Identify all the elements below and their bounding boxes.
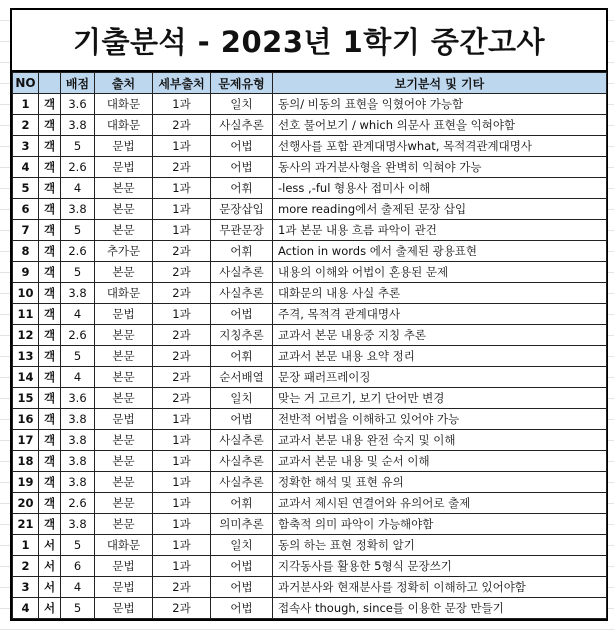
table-row — [13, 241, 607, 262]
cell-detail-source: 1과 — [153, 514, 211, 535]
cell-kind: 객 — [39, 472, 61, 493]
cell-no: 18 — [13, 451, 39, 472]
cell-no: 20 — [13, 493, 39, 514]
table-row — [13, 535, 607, 556]
cell-source: 본문 — [95, 430, 153, 451]
cell-score: 2.6 — [61, 241, 95, 262]
cell-no: 7 — [13, 220, 39, 241]
cell-detail-source: 1과 — [153, 451, 211, 472]
cell-score: 4 — [61, 577, 95, 598]
cell-no: 9 — [13, 262, 39, 283]
cell-detail-source: 2과 — [153, 367, 211, 388]
cell-score: 3.6 — [61, 388, 95, 409]
cell-question-type: 사실추론 — [211, 115, 273, 136]
cell-detail-source: 2과 — [153, 241, 211, 262]
cell-analysis-note: 접속사 though, since를 이용한 문장 만들기 — [273, 598, 607, 619]
cell-kind: 서 — [39, 556, 61, 577]
table-row — [13, 325, 607, 346]
cell-question-type: 사실추론 — [211, 430, 273, 451]
cell-detail-source: 1과 — [153, 199, 211, 220]
cell-question-type: 어휘 — [211, 346, 273, 367]
cell-detail-source: 2과 — [153, 115, 211, 136]
cell-analysis-note: 교과서 본문 내용 완전 숙지 및 이해 — [273, 430, 607, 451]
table-row — [13, 220, 607, 241]
table-row — [13, 598, 607, 619]
cell-kind: 서 — [39, 598, 61, 619]
cell-detail-source: 1과 — [153, 304, 211, 325]
cell-detail-source: 2과 — [153, 262, 211, 283]
cell-no: 1 — [13, 94, 39, 115]
cell-kind: 객 — [39, 388, 61, 409]
cell-question-type: 어휘 — [211, 241, 273, 262]
cell-detail-source: 1과 — [153, 430, 211, 451]
cell-score: 3.8 — [61, 472, 95, 493]
cell-score: 3.6 — [61, 94, 95, 115]
cell-detail-source: 2과 — [153, 346, 211, 367]
cell-question-type: 문장삽입 — [211, 199, 273, 220]
table-row — [13, 409, 607, 430]
cell-kind: 서 — [39, 535, 61, 556]
cell-analysis-note: 주격, 목적격 관계대명사 — [273, 304, 607, 325]
cell-no: 1 — [13, 535, 39, 556]
cell-analysis-note: 1과 본문 내용 흐름 파악이 관건 — [273, 220, 607, 241]
cell-detail-source: 1과 — [153, 556, 211, 577]
cell-kind: 객 — [39, 136, 61, 157]
table-row — [13, 346, 607, 367]
cell-score: 3.8 — [61, 430, 95, 451]
cell-analysis-note: 정확한 해석 및 표현 유의 — [273, 472, 607, 493]
cell-source: 문법 — [95, 136, 153, 157]
table-row — [13, 262, 607, 283]
cell-kind: 객 — [39, 157, 61, 178]
cell-source: 문법 — [95, 577, 153, 598]
cell-question-type: 어법 — [211, 598, 273, 619]
cell-source: 본문 — [95, 199, 153, 220]
cell-analysis-note: 동사의 과거분사형을 완벽히 익혀야 가능 — [273, 157, 607, 178]
cell-kind: 객 — [39, 199, 61, 220]
cell-analysis-note: 교과서 제시된 연결어와 유의어로 출제 — [273, 493, 607, 514]
page-title: 기출분석 - 2023년 1학기 중간고사 — [12, 10, 606, 72]
cell-no: 4 — [13, 157, 39, 178]
cell-score: 6 — [61, 556, 95, 577]
cell-source: 문법 — [95, 304, 153, 325]
cell-question-type: 순서배열 — [211, 367, 273, 388]
cell-analysis-note: more reading에서 출제된 문장 삽입 — [273, 199, 607, 220]
cell-kind: 객 — [39, 430, 61, 451]
cell-detail-source: 1과 — [153, 220, 211, 241]
cell-detail-source: 2과 — [153, 157, 211, 178]
cell-score: 3.8 — [61, 283, 95, 304]
cell-analysis-note: 내용의 이해와 어법이 혼용된 문제 — [273, 262, 607, 283]
cell-no: 10 — [13, 283, 39, 304]
cell-analysis-note: 맞는 거 고르기, 보기 단어만 변경 — [273, 388, 607, 409]
cell-question-type: 어법 — [211, 136, 273, 157]
table-row — [13, 472, 607, 493]
cell-score: 4 — [61, 178, 95, 199]
cell-source: 문법 — [95, 409, 153, 430]
table-row — [13, 367, 607, 388]
cell-question-type: 일치 — [211, 535, 273, 556]
exam-analysis-table — [12, 72, 607, 619]
cell-no: 2 — [13, 556, 39, 577]
table-row — [13, 94, 607, 115]
cell-no: 19 — [13, 472, 39, 493]
cell-analysis-note: 동의 하는 표현 정확히 알기 — [273, 535, 607, 556]
cell-source: 본문 — [95, 388, 153, 409]
cell-no: 3 — [13, 577, 39, 598]
cell-score: 2.6 — [61, 493, 95, 514]
table-row — [13, 136, 607, 157]
cell-source: 대화문 — [95, 535, 153, 556]
cell-question-type: 어법 — [211, 304, 273, 325]
table-row — [13, 430, 607, 451]
table-row — [13, 577, 607, 598]
cell-no: 16 — [13, 409, 39, 430]
cell-kind: 객 — [39, 409, 61, 430]
header-detail-source: 세부출처 — [153, 73, 211, 94]
cell-no: 14 — [13, 367, 39, 388]
cell-score: 2.6 — [61, 157, 95, 178]
cell-question-type: 의미추론 — [211, 514, 273, 535]
cell-no: 4 — [13, 598, 39, 619]
cell-analysis-note: 대화문의 내용 사실 추론 — [273, 283, 607, 304]
header-source: 출처 — [95, 73, 153, 94]
cell-kind: 서 — [39, 577, 61, 598]
cell-detail-source: 2과 — [153, 388, 211, 409]
header-score: 배점 — [61, 73, 95, 94]
table-row — [13, 556, 607, 577]
cell-analysis-note: 지각동사를 활용한 5형식 문장쓰기 — [273, 556, 607, 577]
cell-no: 21 — [13, 514, 39, 535]
cell-analysis-note: -less ,-ful 형용사 접미사 이해 — [273, 178, 607, 199]
cell-score: 3.8 — [61, 514, 95, 535]
cell-score: 5 — [61, 346, 95, 367]
cell-question-type: 어법 — [211, 556, 273, 577]
cell-kind: 객 — [39, 514, 61, 535]
cell-kind: 객 — [39, 451, 61, 472]
cell-source: 대화문 — [95, 283, 153, 304]
cell-analysis-note: 문장 패러프레이징 — [273, 367, 607, 388]
cell-analysis-note: 선행사를 포함 관계대명사what, 목적격관계대명사 — [273, 136, 607, 157]
cell-analysis-note: 선호 물어보기 / which 의문사 표현을 익혀야함 — [273, 115, 607, 136]
cell-score: 3.8 — [61, 409, 95, 430]
cell-score: 4 — [61, 367, 95, 388]
cell-question-type: 어휘 — [211, 178, 273, 199]
cell-no: 15 — [13, 388, 39, 409]
cell-question-type: 사실추론 — [211, 472, 273, 493]
cell-detail-source: 2과 — [153, 283, 211, 304]
cell-score: 5 — [61, 598, 95, 619]
table-row — [13, 493, 607, 514]
cell-detail-source: 2과 — [153, 598, 211, 619]
cell-source: 본문 — [95, 367, 153, 388]
cell-score: 5 — [61, 262, 95, 283]
cell-no: 8 — [13, 241, 39, 262]
cell-question-type: 무관문장 — [211, 220, 273, 241]
cell-detail-source: 2과 — [153, 325, 211, 346]
cell-source: 본문 — [95, 451, 153, 472]
table-row — [13, 304, 607, 325]
cell-kind: 객 — [39, 304, 61, 325]
cell-source: 대화문 — [95, 115, 153, 136]
cell-detail-source: 2과 — [153, 577, 211, 598]
header-kind — [39, 73, 61, 94]
cell-kind: 객 — [39, 493, 61, 514]
cell-question-type: 일치 — [211, 388, 273, 409]
cell-analysis-note: 전반적 어법을 이해하고 있어야 가능 — [273, 409, 607, 430]
cell-question-type: 사실추론 — [211, 262, 273, 283]
cell-source: 본문 — [95, 514, 153, 535]
cell-source: 문법 — [95, 598, 153, 619]
cell-analysis-note: 교과서 본문 내용중 지칭 추론 — [273, 325, 607, 346]
cell-score: 5 — [61, 535, 95, 556]
cell-analysis-note: 교과서 본문 내용 요약 정리 — [273, 346, 607, 367]
cell-question-type: 사실추론 — [211, 283, 273, 304]
table-row — [13, 178, 607, 199]
cell-detail-source: 1과 — [153, 472, 211, 493]
cell-detail-source: 1과 — [153, 409, 211, 430]
cell-question-type: 어법 — [211, 157, 273, 178]
cell-score: 3.8 — [61, 199, 95, 220]
cell-source: 본문 — [95, 472, 153, 493]
cell-source: 문법 — [95, 157, 153, 178]
cell-score: 5 — [61, 136, 95, 157]
cell-score: 5 — [61, 220, 95, 241]
cell-question-type: 일치 — [211, 94, 273, 115]
cell-source: 본문 — [95, 262, 153, 283]
cell-detail-source: 1과 — [153, 94, 211, 115]
cell-analysis-note: 과거분사와 현재분사를 정확히 이해하고 있어야함 — [273, 577, 607, 598]
cell-no: 6 — [13, 199, 39, 220]
cell-source: 본문 — [95, 220, 153, 241]
cell-no: 13 — [13, 346, 39, 367]
cell-no: 5 — [13, 178, 39, 199]
cell-detail-source: 1과 — [153, 493, 211, 514]
table-row — [13, 451, 607, 472]
table-row — [13, 283, 607, 304]
table-row — [13, 514, 607, 535]
table-row — [13, 388, 607, 409]
cell-analysis-note: 동의/ 비동의 표현을 익혔어야 가능함 — [273, 94, 607, 115]
cell-kind: 객 — [39, 94, 61, 115]
cell-question-type: 지칭추론 — [211, 325, 273, 346]
cell-score: 3.8 — [61, 451, 95, 472]
cell-source: 문법 — [95, 556, 153, 577]
cell-question-type: 어법 — [211, 577, 273, 598]
cell-kind: 객 — [39, 220, 61, 241]
cell-kind: 객 — [39, 262, 61, 283]
cell-detail-source: 1과 — [153, 535, 211, 556]
cell-analysis-note: 교과서 본문 내용 및 순서 이해 — [273, 451, 607, 472]
cell-source: 본문 — [95, 493, 153, 514]
cell-no: 3 — [13, 136, 39, 157]
cell-question-type: 사실추론 — [211, 451, 273, 472]
cell-kind: 객 — [39, 241, 61, 262]
header-analysis-notes: 보기분석 및 기타 — [273, 73, 607, 94]
table-row — [13, 157, 607, 178]
cell-kind: 객 — [39, 115, 61, 136]
cell-source: 본문 — [95, 178, 153, 199]
table-body — [13, 94, 607, 619]
cell-score: 2.6 — [61, 325, 95, 346]
cell-score: 3.8 — [61, 115, 95, 136]
cell-kind: 객 — [39, 283, 61, 304]
cell-no: 12 — [13, 325, 39, 346]
table-row — [13, 115, 607, 136]
cell-no: 17 — [13, 430, 39, 451]
cell-question-type: 어법 — [211, 409, 273, 430]
cell-analysis-note: Action in words 에서 출제된 광용표현 — [273, 241, 607, 262]
cell-detail-source: 1과 — [153, 136, 211, 157]
cell-kind: 객 — [39, 178, 61, 199]
cell-source: 본문 — [95, 346, 153, 367]
cell-question-type: 어휘 — [211, 493, 273, 514]
cell-detail-source: 1과 — [153, 178, 211, 199]
cell-analysis-note: 함축적 의미 파악이 가능해야함 — [273, 514, 607, 535]
cell-source: 본문 — [95, 325, 153, 346]
table-row — [13, 199, 607, 220]
cell-kind: 객 — [39, 367, 61, 388]
cell-kind: 객 — [39, 346, 61, 367]
cell-kind: 객 — [39, 325, 61, 346]
cell-no: 2 — [13, 115, 39, 136]
cell-no: 11 — [13, 304, 39, 325]
header-question-type: 문제유형 — [211, 73, 273, 94]
exam-analysis-table-container — [10, 8, 608, 621]
cell-score: 4 — [61, 304, 95, 325]
header-no: NO — [13, 73, 39, 94]
cell-source: 추가문 — [95, 241, 153, 262]
cell-source: 대화문 — [95, 94, 153, 115]
table-header-row — [13, 73, 607, 94]
